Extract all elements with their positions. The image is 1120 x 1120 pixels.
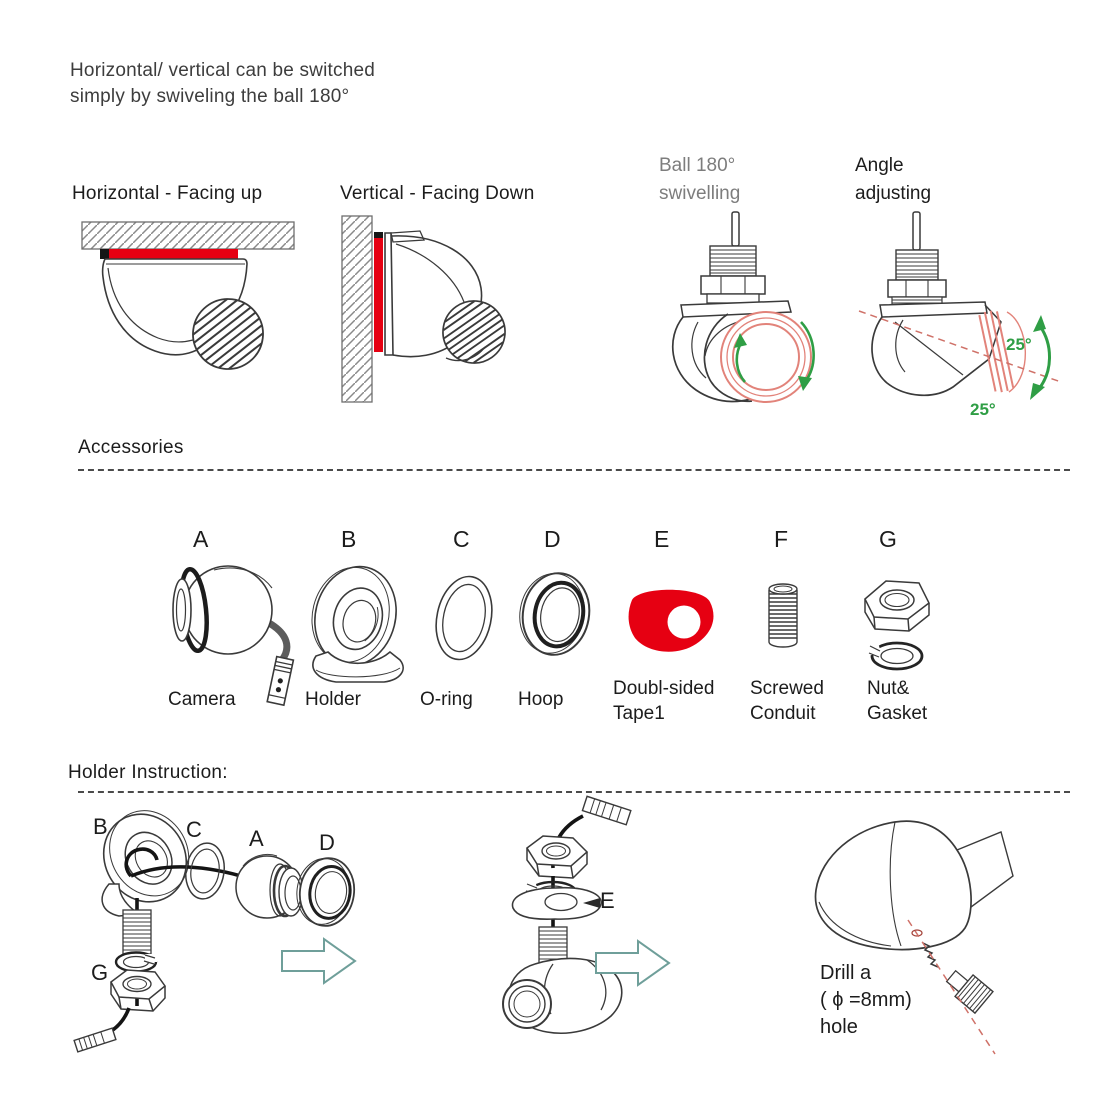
step1-label-hoop: D <box>319 830 335 855</box>
step2-label-tape: E <box>600 888 615 913</box>
accessory-label-holder: Holder <box>305 689 361 710</box>
accessory-letter-c: C <box>453 526 470 552</box>
step1-label-camera: A <box>249 826 264 851</box>
camera-ball-part <box>236 854 303 918</box>
angle-value-down: 25° <box>970 400 996 419</box>
accessory-label-oring: O-ring <box>420 689 473 710</box>
ball-lens-red <box>721 312 811 402</box>
tape-strip-red <box>374 238 383 352</box>
cable <box>913 212 920 250</box>
accessory-letter-g: G <box>879 526 897 552</box>
camera-cable <box>269 623 287 660</box>
holder-instruction-title: Holder Instruction: <box>68 762 228 783</box>
label-vertical-facing-down: Vertical - Facing Down <box>340 183 535 204</box>
accessory-oring-art <box>428 566 498 671</box>
gasket-part <box>116 953 157 972</box>
accessory-hoop-art <box>512 562 597 667</box>
label-ball-swivelling <box>659 152 740 208</box>
nut-part <box>527 836 587 878</box>
accessory-label-nut-gasket: Nut& Gasket <box>867 678 928 724</box>
camera-connector <box>267 657 293 706</box>
angle-label-line1: Angle <box>855 155 904 176</box>
axis-dashed-red <box>859 311 1061 382</box>
step-arrow-2 <box>594 938 672 988</box>
lens-edge-red <box>979 309 1025 393</box>
accessory-label-conduit: Screwed Conduit <box>750 678 824 724</box>
hex-nut <box>701 276 765 294</box>
accessory-letter-f: F <box>774 526 789 552</box>
intro-line-1: Horizontal/ vertical can be switched <box>70 60 376 81</box>
hoop-part <box>293 854 359 929</box>
tilt-arrow-green <box>1030 315 1050 400</box>
intro-text <box>70 58 375 110</box>
accessory-letter-e: E <box>654 526 670 552</box>
step-arrow-1 <box>280 936 358 986</box>
tape-strip-red <box>109 249 238 259</box>
mirror-housing <box>816 821 972 949</box>
accessory-label-hoop: Hoop <box>518 689 564 710</box>
gasket-washer <box>872 643 922 669</box>
accessory-nut-gasket-art <box>856 572 936 680</box>
intro-line-2: simply by swiveling the ball 180° <box>70 86 350 107</box>
accessory-label-camera: Camera <box>168 689 236 710</box>
step2-stack-art <box>483 796 678 1046</box>
hex-nut <box>888 280 946 297</box>
accessory-letter-d: D <box>544 526 561 552</box>
divider-accessories <box>78 469 1070 471</box>
cable-connector <box>74 1028 116 1052</box>
step1-label-oring: C <box>186 817 202 842</box>
cable-connector <box>582 796 630 824</box>
right-block-arrow-icon <box>596 941 669 985</box>
label-horizontal-facing-up: Horizontal - Facing up <box>72 183 263 204</box>
divider-holder-instruction <box>78 791 1070 793</box>
drill-chuck <box>943 965 993 1013</box>
accessory-tape-art <box>620 580 720 665</box>
ceiling-hatch <box>82 222 294 249</box>
figure-horizontal-art <box>70 216 315 396</box>
angle-label-line2: adjusting <box>855 183 932 204</box>
right-block-arrow-icon <box>282 939 355 983</box>
figure-angle-adjust-art <box>843 210 1063 435</box>
figure-ball-swivel-art <box>648 210 828 415</box>
ball-label-line1: Ball 180° <box>659 155 736 176</box>
accessory-letter-a: A <box>193 526 209 552</box>
wall-hatch <box>342 216 372 402</box>
accessory-letter-b: B <box>341 526 357 552</box>
ribbed-lens <box>431 289 517 375</box>
accessory-conduit-art <box>760 578 805 658</box>
angle-value-up: 25° <box>1006 335 1032 354</box>
cable <box>732 212 739 246</box>
label-angle-adjusting <box>855 152 931 208</box>
drill-note: Drill a ( ϕ =8mm) hole <box>820 962 912 1038</box>
accessory-holder-art <box>300 558 410 693</box>
figure-vertical-art <box>328 212 563 407</box>
step1-label-nut: G <box>91 960 109 985</box>
ball-label-line2: swivelling <box>659 183 741 204</box>
accessory-camera-art <box>148 558 298 708</box>
step1-label-holder: B <box>93 814 108 839</box>
accessories-title: Accessories <box>78 437 184 458</box>
ribbed-lens <box>179 285 277 383</box>
accessory-label-tape: Doubl-sided Tape1 <box>613 678 715 724</box>
